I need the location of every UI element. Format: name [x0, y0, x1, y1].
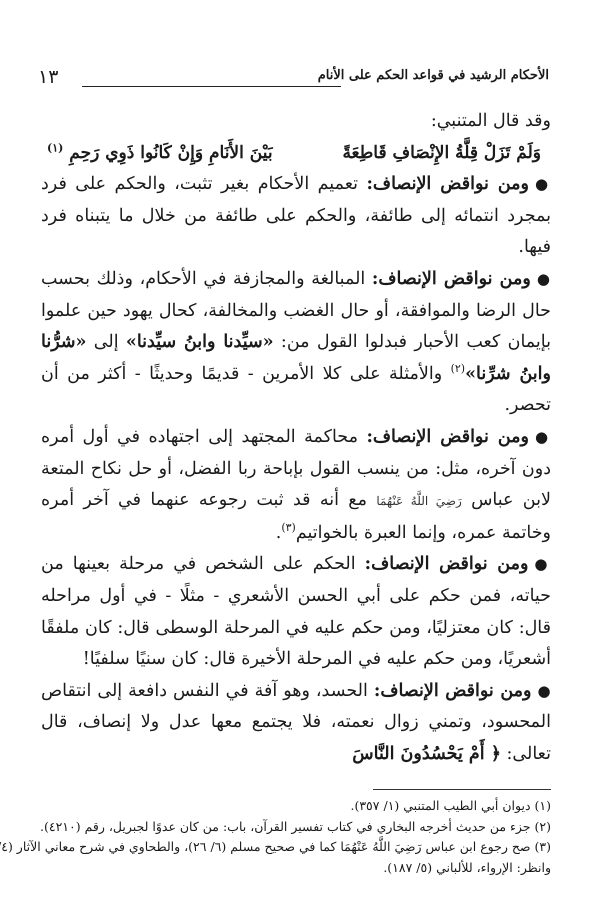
verse-first-half: وَلَمْ تَزَلْ قِلَّةُ الإِنْصَافِ قَاطِعَةً: [342, 142, 541, 163]
footnote-2: (٢) جزء من حديث أخرجه البخاري في كتاب تفسير القرآن، باب: من كان عدوًا لجبريل، رقم (٤٢١٠).: [40, 818, 551, 834]
footnote-3-continued: وانظر: الإرواء، للألباني (٥/ ١٨٧).: [383, 859, 551, 875]
footnote-ref-2: (٢): [450, 361, 466, 375]
quote-praise: «سيِّدنا وابنُ سيِّدنا»: [125, 332, 274, 353]
paragraph-exaggeration: ●ومن نواقض الإنصاف: المبالغة والمجازفة في الأحكام، وذلك بحسب حال الرضا والموافقة، أو حال الغضب والمخالفة، كحال يهود حين علموا بإيمان كعب الأحبار فبدلوا القول من: «سيِّدنا وابنُ سيِّدنا» إلى «شرُّنا وابنُ شرِّنا»$^{(٢)}$ والأمثلة على كلا الأمرين - قديمًا وحديثًا - أكثر من أن تحصر.: [41, 268, 551, 416]
paragraph-lead: ومن نواقض الإنصاف:: [366, 174, 529, 195]
footnote-ref-1: (١): [47, 140, 64, 154]
bullet-icon: ●: [535, 175, 551, 194]
paragraph-envy: ●ومن نواقض الإنصاف: الحسد، وهو آفة في النفس دافعة إلى انتقاص المحسود، وتمني زوال نعمته، فلا يجتمع معها عدل ولا إنصاف، قال تعالى: ﴿ أَمْ يَحْسُدُونَ النَّاسَ: [41, 680, 551, 764]
footnote-separator: [373, 789, 551, 790]
main-text: [41, 106, 551, 770]
bullet-icon: ●: [535, 427, 551, 446]
paragraph-early-ijtihad: ●ومن نواقض الإنصاف: محاكمة المجتهد إلى اجتهاده في أول أمره دون آخره، مثل: من ينسب القول بإباحة ربا الفضل، أو حل نكاح المتعة لابن عباس رَضِيَ اللَّهُ عَنْهُمَا مع أنه قد ثبت رجوعه عنهما في آخر أمره وخاتمة عمره، وإنما العبرة بالخواتيم$^{(٣)}$.: [41, 426, 551, 543]
verse-second-half: بَيْنَ الأَنَامِ وَإِنْ كَانُوا ذَوِي رَحِمِ $^{(١)}$: [47, 140, 273, 163]
poetry-verse: [41, 138, 551, 170]
paragraph-lead: ومن نواقض الإنصاف:: [366, 426, 529, 447]
footnote-1: (١) ديوان أبي الطيب المتنبي (١/ ٣٥٧).: [350, 798, 551, 813]
bullet-icon: ●: [537, 681, 551, 700]
quote-blame: «شرُّنا وابنُ شرِّنا»: [41, 332, 551, 384]
bullet-icon: ●: [534, 555, 552, 574]
bullet-icon: ●: [536, 269, 551, 288]
verse-intro: وقد قال المتنبي:: [430, 111, 551, 131]
footnote-ref-3: (٣): [281, 520, 296, 534]
book-title: الأحكام الرشيد في قواعد الحكم على الأنام: [317, 68, 549, 83]
paragraph-lead: ومن نواقض الإنصاف:: [364, 554, 529, 575]
footnote-3: (٣) صح رجوع ابن عباس رَضِيَ اللَّهُ عَنْهُمَا كما في صحيح مسلم (٦/ ٢٦)، والطحاوي في شرح معاني الآثار (٤: [1, 839, 551, 854]
running-header: [38, 66, 549, 100]
paragraph-life-stage: ●ومن نواقض الإنصاف: الحكم على الشخص في مرحلة بعينها من حياته، فمن حكم على أبي الحسن الأشعري - مثلًا - في أول مراحله قال: كان معتزليًا، ومن حكم عليه في المرحلة الوسطى قال: كان ملفقًا أشعريًا، ومن حكم عليه في المرحلة الأخيرة قال: كان سنيًا سلفيًا!: [41, 554, 552, 670]
page-number: ١٣: [38, 66, 59, 88]
header-rule: [82, 86, 341, 87]
footnotes: [1, 796, 551, 878]
paragraph-lead: ومن نواقض الإنصاف:: [373, 680, 532, 701]
paragraph-lead: ومن نواقض الإنصاف:: [371, 268, 531, 289]
honorific: رَضِيَ اللَّهُ عَنْهُمَا: [376, 494, 462, 509]
quran-verse: ﴿ أَمْ يَحْسُدُونَ النَّاسَ: [352, 743, 501, 764]
paragraph-generalization: ●ومن نواقض الإنصاف: تعميم الأحكام بغير تثبت، والحكم على فرد بمجرد انتمائه إلى طائفة، والحكم على طائفة من خلال ما يتبناه فرد فيها.: [41, 174, 551, 258]
